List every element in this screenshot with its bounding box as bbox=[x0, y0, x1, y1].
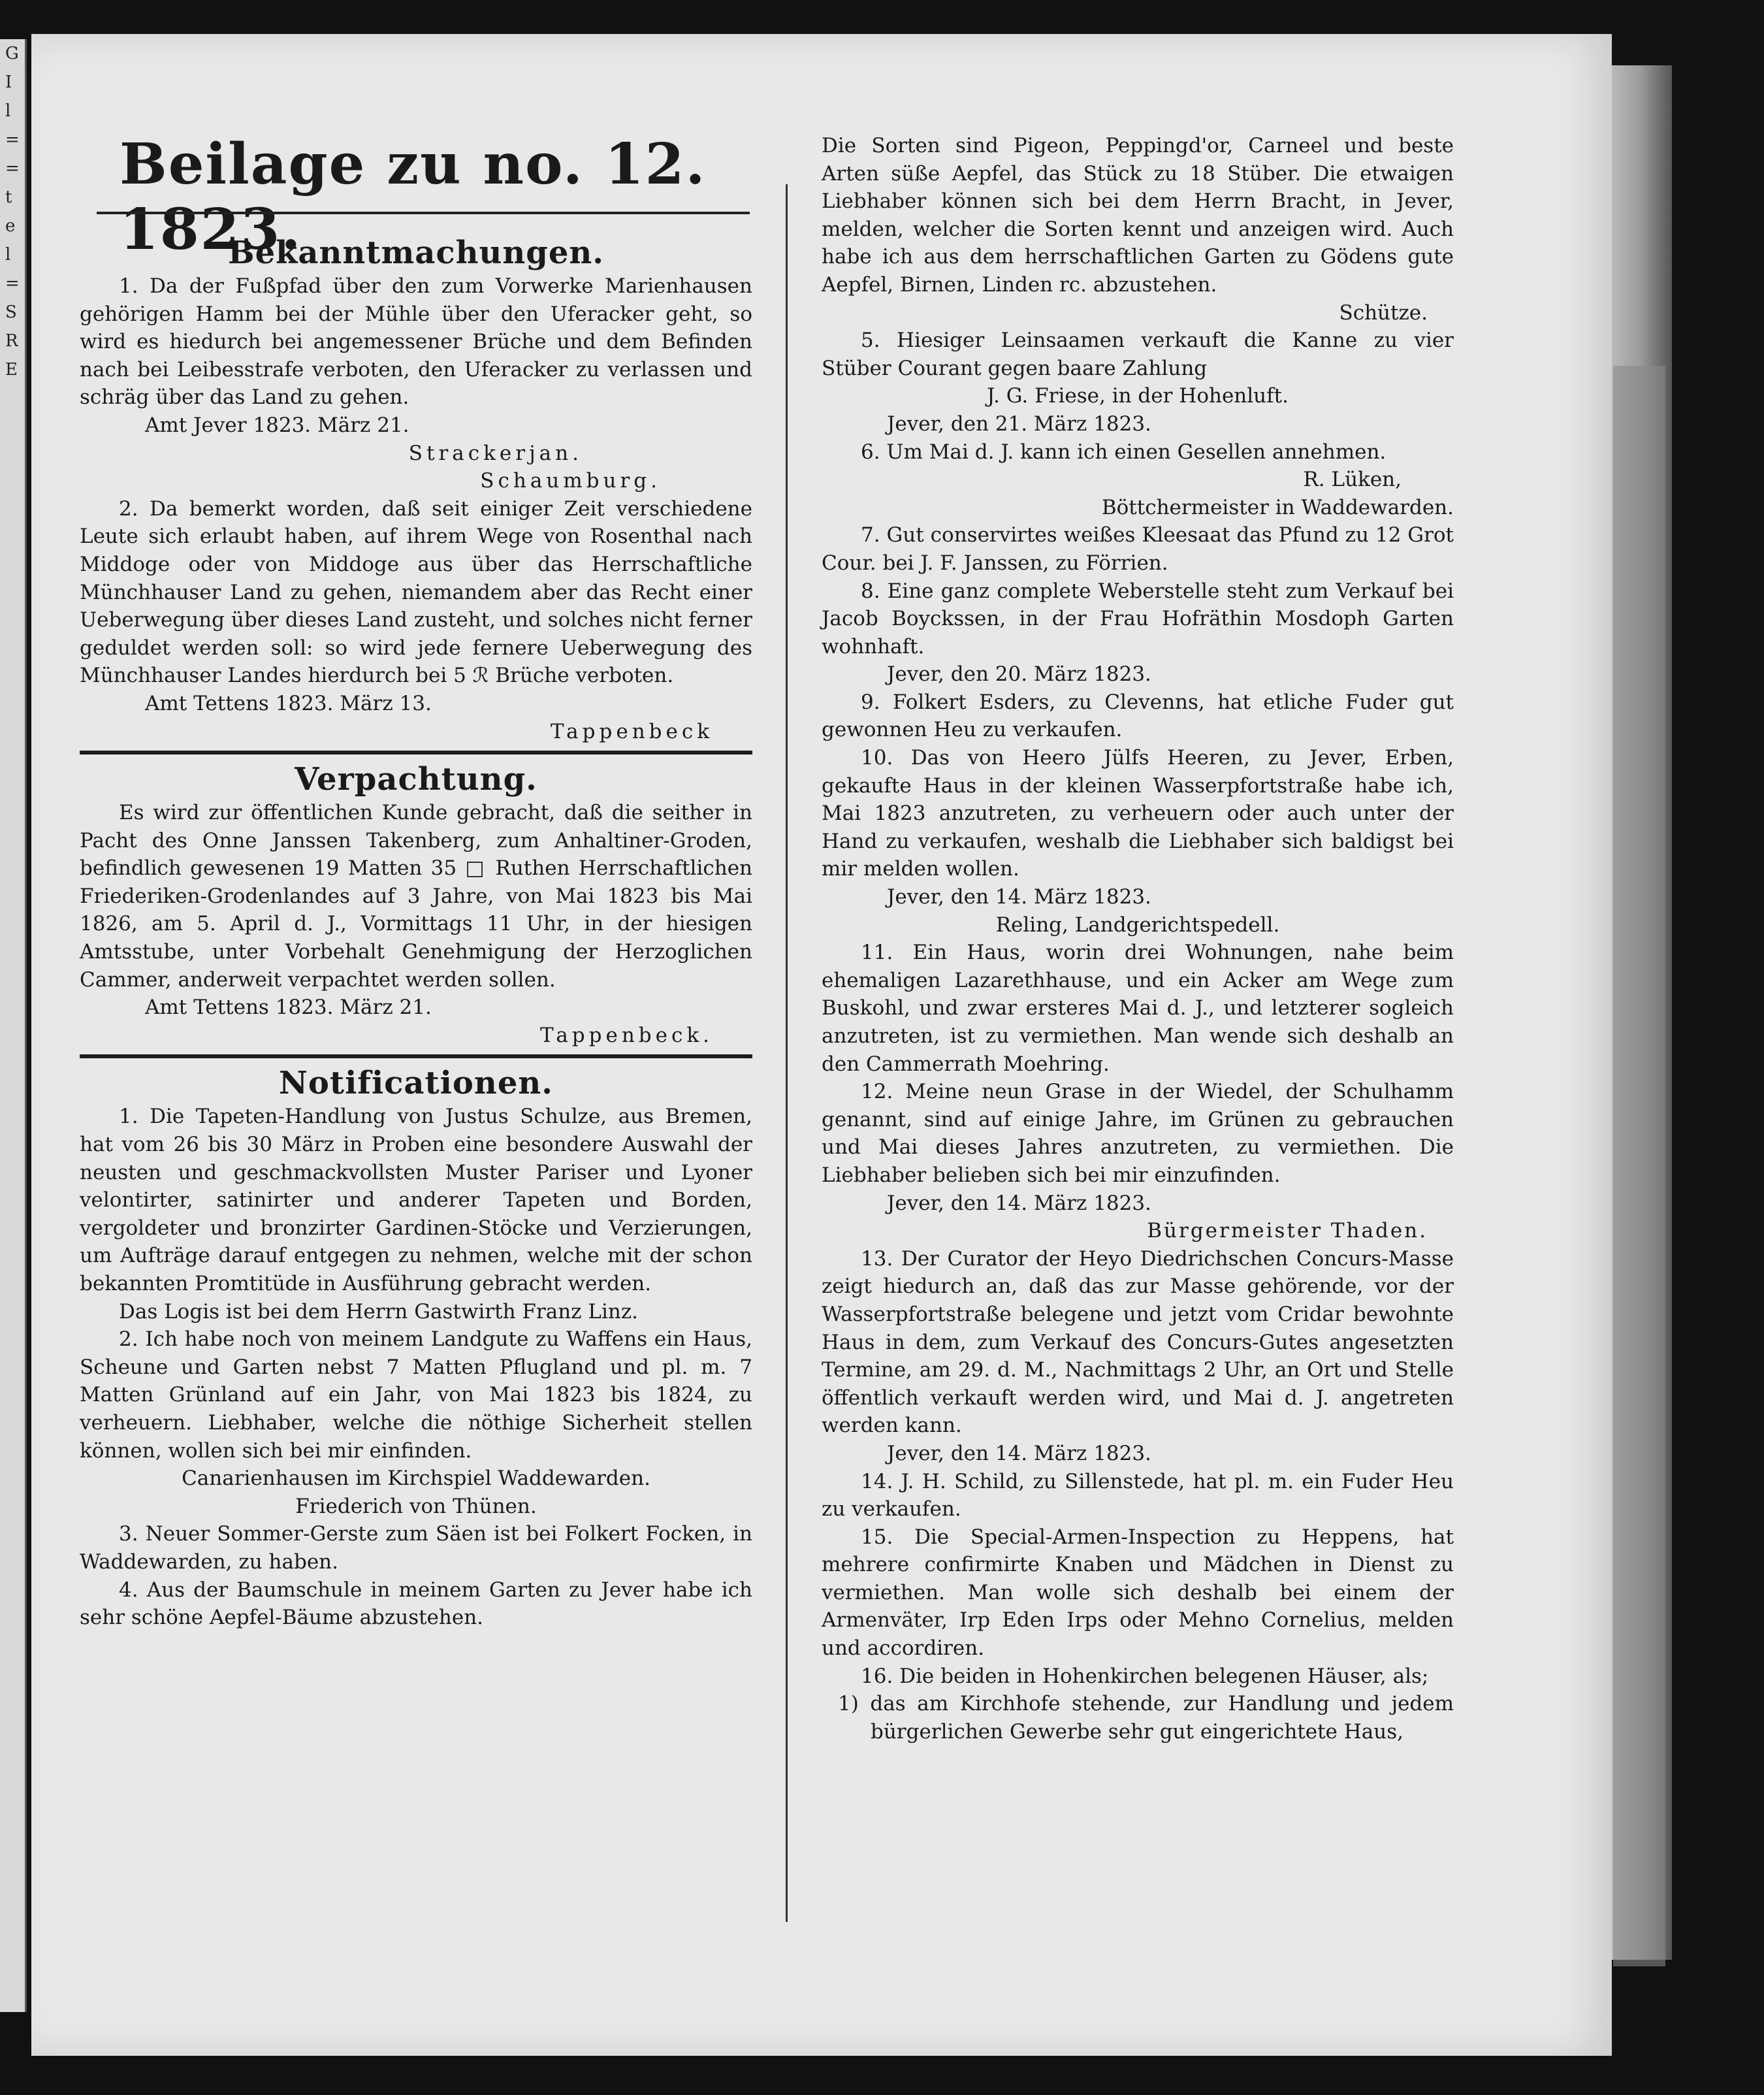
section-heading-bekanntmachungen: Bekanntmachungen. bbox=[228, 235, 604, 271]
notice-paragraph: 10. Das von Heero Jülfs Heeren, zu Jever, Erben, gekaufte Haus in der kleinen Wasserpfortstraße habe ich, Mai 1823 anzutreten, zu verheuern oder auch unter der Hand zu verkaufen, weshalb die Liebhaber sich baldigst bei mir melden wollen. bbox=[822, 746, 1454, 881]
notice-signature: R. Lüken, bbox=[1303, 468, 1402, 492]
notice-signature: Strackerjan. bbox=[408, 441, 583, 465]
notice-signature: Böttchermeister in Waddewarden. bbox=[1101, 495, 1454, 519]
notice-paragraph: Das Logis ist bei dem Herrn Gastwirth Franz Linz. bbox=[119, 1299, 639, 1324]
notice-paragraph: 14. J. H. Schild, zu Sillenstede, hat pl. m. ein Fuder Heu zu verkaufen. bbox=[822, 1469, 1454, 1521]
notice-dateline: Amt Tettens 1823. März 21. bbox=[145, 996, 432, 1020]
section-heading-notificationen: Notificationen. bbox=[279, 1065, 553, 1102]
margin-char: t bbox=[5, 187, 12, 207]
notice-paragraph: 7. Gut conservirtes weißes Kleesaat das Pfund zu 12 Grot Cour. bei J. F. Janssen, zu Förrien. bbox=[822, 523, 1454, 575]
notice-paragraph: Es wird zur öffentlichen Kunde gebracht, daß die seither in Pacht des Onne Janssen Takenberg, zum Anhaltiner-Groden, befindlich gewesenen 19 Matten 35 □ Ruthen Herrschaftlichen Friederiken-Grodenlandes auf 3 Jahre, von Mai 1823 bis Mai 1826, am 5. April d. J., Vormittags 11 Uhr, in der hiesigen Amtsstube, unter Vorbehalt Genehmigung der Herzoglichen Cammer, anderweit verpachtet werden sollen. bbox=[80, 801, 752, 992]
notice-paragraph: 13. Der Curator der Heyo Diedrichschen Concurs-Masse zeigt hiedurch an, daß das zur Masse gehörende, vor der Wasserpfortstraße belegene und jetzt vom Cridar bewohnte Haus in dem, zum Verkauf des Concurs-Gutes angesetzten Termine, am 29. d. M., Nachmittags 2 Uhr, an Ort und Stelle öffentlich verkauft werden wird, und Mai d. J. angetreten werden kann. bbox=[822, 1246, 1454, 1438]
notice-dateline: Amt Jever 1823. März 21. bbox=[145, 413, 409, 437]
margin-char: E bbox=[5, 360, 18, 380]
notice-paragraph: Die Sorten sind Pigeon, Peppingd'or, Carneel und beste Arten süße Aepfel, das Stück zu 18 Stüber. Die etwaigen Liebhaber können sich bei dem Herrn Bracht, in Jever, melden, welcher die Sorten kennt und anzeigen wird. Auch habe ich aus dem herrschaftlichen Garten zu Gödens gute Aepfel, Birnen, Linden rc. abzustehen. bbox=[822, 134, 1454, 297]
masthead-title: Beilage zu no. 12. 1823. bbox=[120, 131, 707, 263]
notice-signature: Reling, Landgerichtspedell. bbox=[995, 913, 1280, 937]
notice-signature: J. G. Friese, in der Hohenluft. bbox=[987, 384, 1289, 408]
notice-paragraph: 2. Ich habe noch von meinem Landgute zu Waffens ein Haus, Scheune und Garten nebst 7 Matten Pflugland und pl. m. 7 Matten Grünland auf ein Jahr, von Mai 1823 bis 1824, zu verheuern. Liebhaber, welche die nöthige Sicherheit stellen können, wollen sich bei mir einfinden. bbox=[80, 1327, 752, 1463]
notice-dateline: Jever, den 20. März 1823. bbox=[887, 662, 1151, 687]
margin-char: S bbox=[5, 302, 17, 322]
section-heading-verpachtung: Verpachtung. bbox=[295, 761, 537, 798]
notice-paragraph: 2. Da bemerkt worden, daß seit einiger Zeit verschiedene Leute sich erlaubt haben, auf ihrem Wege von Rosenthal nach Middoge oder von Middoge aus über das Herrschaftliche Münchhauser Land zu gehen, niemandem aber das Recht einer Ueberwegung über dieses Land zusteht, und solches nicht ferner geduldet werden soll: so wird jede fernere Ueberwegung des Münchhauser Landes hierdurch bei 5 ℛ Brüche verboten. bbox=[80, 496, 752, 688]
notice-signature: Tappenbeck bbox=[550, 719, 713, 743]
notice-place: Canarienhausen im Kirchspiel Waddewarden. bbox=[182, 1467, 650, 1491]
column-divider bbox=[786, 184, 788, 1922]
notice-signature: Tappenbeck. bbox=[540, 1023, 713, 1047]
notice-paragraph: 9. Folkert Esders, zu Clevenns, hat etliche Fuder gut gewonnen Heu zu verkaufen. bbox=[822, 690, 1454, 742]
section-rule bbox=[80, 1054, 752, 1058]
margin-char: = bbox=[5, 274, 20, 293]
right-column bbox=[822, 132, 1454, 1746]
notice-paragraph: 4. Aus der Baumschule in meinem Garten zu Jever habe ich sehr schöne Aepfel-Bäume abzustehen. bbox=[80, 1578, 752, 1630]
notice-dateline: Jever, den 14. März 1823. bbox=[887, 1191, 1151, 1215]
margin-char: I bbox=[5, 73, 12, 92]
margin-char: = bbox=[5, 159, 20, 178]
margin-char: e bbox=[5, 216, 16, 236]
notice-paragraph: 8. Eine ganz complete Weberstelle steht zum Verkauf bei Jacob Boyckssen, in der Frau Hofräthin Mosdoph Garten wohnhaft. bbox=[822, 579, 1454, 658]
section-rule bbox=[80, 751, 752, 755]
notice-list-item: 1) das am Kirchhofe stehende, zur Handlung und jedem bürgerlichen Gewerbe sehr gut eingerichtete Haus, bbox=[838, 1692, 1454, 1744]
margin-char: l bbox=[5, 245, 11, 265]
page-stack-shadow bbox=[1613, 366, 1665, 1966]
notice-paragraph: 15. Die Special-Armen-Inspection zu Heppens, hat mehrere confirmirte Knaben und Mädchen in Dienst zu vermiethen. Man wolle sich deshalb bei einem der Armenväter, Irp Eden Irps oder Mehno Cornelius, melden und accordiren. bbox=[822, 1525, 1454, 1661]
margin-char: R bbox=[5, 331, 18, 351]
margin-char: l bbox=[5, 101, 11, 121]
notice-dateline: Jever, den 21. März 1823. bbox=[887, 412, 1151, 436]
notice-signature: Schaumburg. bbox=[480, 469, 661, 493]
notice-paragraph: 12. Meine neun Grase in der Wiedel, der Schulhamm genannt, sind auf einige Jahre, im Grünen zu gebrauchen und Mai dieses Jahres anzutreten, zu vermiethen. Die Liebhaber belieben sich bei mir einzufinden. bbox=[822, 1080, 1454, 1187]
notice-paragraph: 5. Hiesiger Leinsaamen verkauft die Kanne zu vier Stüber Courant gegen baare Zahlung bbox=[822, 329, 1454, 380]
notice-signature: Schütze. bbox=[1339, 300, 1428, 325]
margin-char: = bbox=[5, 130, 20, 150]
newspaper-page bbox=[31, 34, 1612, 2056]
previous-page-edge bbox=[0, 39, 27, 2012]
notice-signature: Friederich von Thünen. bbox=[295, 1494, 537, 1518]
left-column bbox=[80, 129, 752, 1632]
notice-dateline: Jever, den 14. März 1823. bbox=[887, 1441, 1151, 1465]
notice-paragraph: 6. Um Mai d. J. kann ich einen Gesellen annehmen. bbox=[861, 440, 1387, 464]
notice-signature: Bürgermeister Thaden. bbox=[1147, 1219, 1428, 1243]
notice-dateline: Jever, den 14. März 1823. bbox=[887, 885, 1151, 909]
notice-paragraph: 1. Da der Fußpfad über den zum Vorwerke Marienhausen gehörigen Hamm bei der Mühle über den Uferacker geht, so wird es hiedurch bei angemessener Brüche und dem Befinden nach bei Leibesstrafe verboten, den Uferacker zu verlassen und schräg über das Land zu gehen. bbox=[80, 274, 752, 410]
notice-paragraph: 3. Neuer Sommer-Gerste zum Säen ist bei Folkert Focken, in Waddewarden, zu haben. bbox=[80, 1522, 752, 1574]
margin-char: G bbox=[5, 44, 19, 63]
notice-paragraph: 11. Ein Haus, worin drei Wohnungen, nahe beim ehemaligen Lazarethhause, und ein Acker am Wege zum Buskohl, und zwar ersteres Mai d. J., und letzterer sogleich anzutreten, ist zu vermiethen. Man wende sich deshalb an den Cammerrath Moehring. bbox=[822, 941, 1454, 1076]
notice-paragraph: 16. Die beiden in Hohenkirchen belegenen Häuser, als; bbox=[861, 1664, 1429, 1688]
notice-paragraph: 1. Die Tapeten-Handlung von Justus Schulze, aus Bremen, hat vom 26 bis 30 März in Proben eine besondere Auswahl der neusten und geschmackvollsten Muster Pariser und Lyoner velontirter, satinirter und anderer Tapeten und Borden, vergoldeter und bronzirter Gardinen-Stöcke und Verzierungen, um Aufträge darauf entgegen zu nehmen, welche mit der schon bekannten Promtitüde in Ausführung gebracht werden. bbox=[80, 1105, 752, 1295]
notice-dateline: Amt Tettens 1823. März 13. bbox=[145, 691, 432, 715]
